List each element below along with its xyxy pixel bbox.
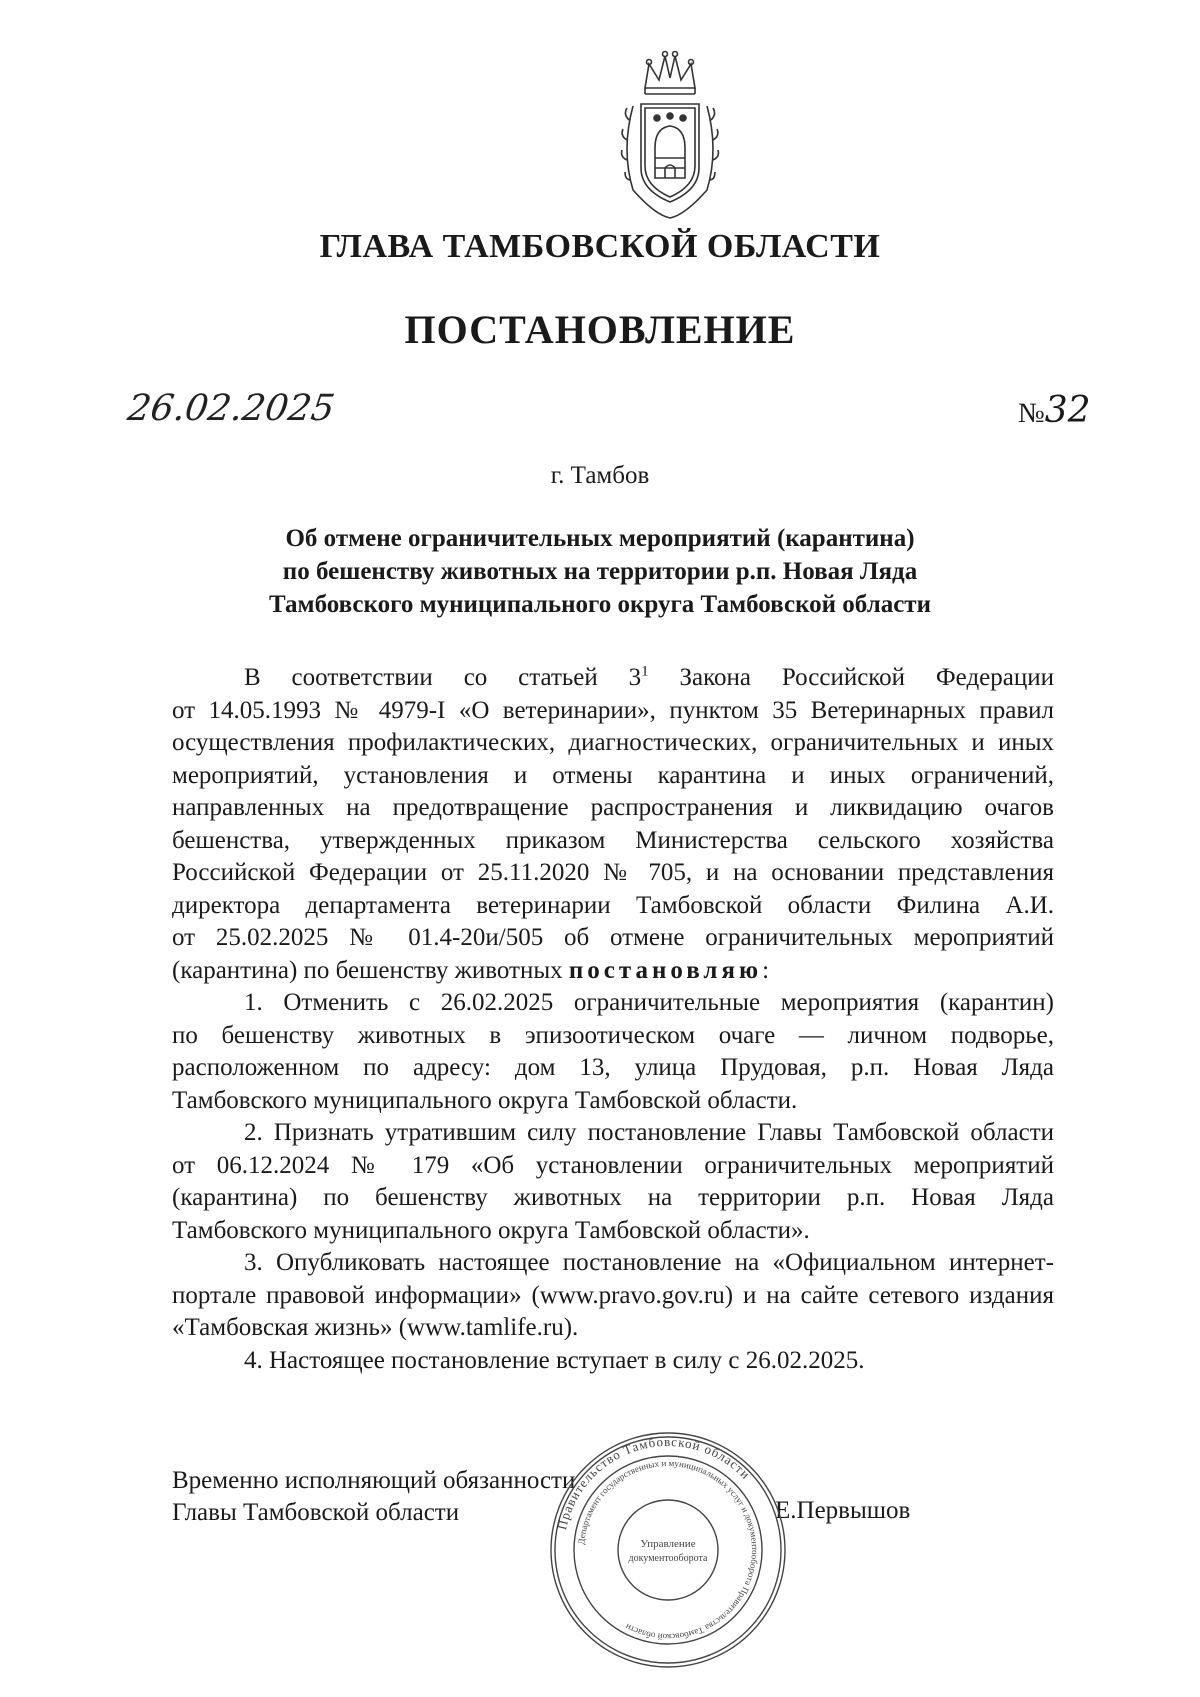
number-label: № (1018, 398, 1045, 429)
body-line: 1. Отменить с 26.02.2025 ограничительные мероприятия (карантин) (244, 989, 1054, 1016)
resolution-word: постановляю (568, 956, 763, 984)
body-line: директора департамента ветеринарии Тамбовской области Филина А.И. (172, 891, 1054, 919)
body-text-fragment: (карантина) по бешенству животных (172, 956, 569, 984)
org-title: ГЛАВА ТАМБОВСКОЙ ОБЛАСТИ (319, 228, 881, 265)
body-text-fragment: В соответствии со статьей 3 (244, 664, 642, 691)
body-line (172, 955, 1054, 988)
body-line: по бешенству животных в эпизоотическом очаге — личном подворье, (172, 1021, 1054, 1049)
body-line: 3. Опубликовать настоящее постановление на «Официальном интернет- (244, 1249, 1054, 1276)
document-body (172, 662, 1054, 1377)
body-line: 2. Признать утратившим силу постановление Главы Тамбовской области (244, 1119, 1054, 1146)
body-line (172, 662, 1054, 695)
official-stamp (548, 1430, 788, 1670)
signatory-position (172, 1465, 575, 1529)
body-text-fragment: Закона Российской Федерации (648, 664, 1055, 691)
body-line: мероприятий, установления и отмены карантина и иных ограничений, (172, 761, 1054, 789)
position-line: Главы Тамбовской области (172, 1499, 460, 1526)
body-line: портале правовой информации» (www.pravo.gov.ru) и на сайте сетевого издания (172, 1281, 1054, 1309)
body-line: направленных на предотвращение распространения и ликвидацию очагов (172, 794, 1054, 821)
body-line: от 06.12.2024 № 179 «Об установлении ограничительных мероприятий (172, 1151, 1054, 1179)
body-line: Российской Федерации от 25.11.2020 № 705, и на основании представления (172, 859, 1054, 886)
body-line: «Тамбовская жизнь» (www.tamlife.ru). (172, 1314, 579, 1341)
body-line: Тамбовского муниципального округа Тамбовской области». (172, 1216, 810, 1244)
body-line: бешенства, утвержденных приказом Министерства сельского хозяйства (172, 826, 1054, 854)
number-value: 32 (1044, 390, 1091, 431)
body-line: осуществления профилактических, диагностических, ограничительных и иных (172, 729, 1054, 756)
document-number (1018, 390, 1091, 431)
body-line: Тамбовского муниципального округа Тамбовской области. (172, 1086, 798, 1114)
position-line: Временно исполняющий обязанности (172, 1467, 576, 1494)
document-type-title: ПОСТАНОВЛЕНИЕ (404, 307, 796, 352)
coat-of-arms-icon (615, 50, 725, 220)
body-line: от 25.02.2025 № 01.4-20и/505 об отмене ограничительных мероприятий (172, 924, 1054, 951)
body-text-fragment: : (762, 956, 770, 984)
subject-line: Об отмене ограничительных мероприятий (карантина) (285, 525, 915, 552)
subject-line: Тамбовского муниципального округа Тамбовской области (268, 591, 931, 618)
signatory-name: Е.Первышов (775, 1497, 911, 1524)
stamp-center-line: документооборота (628, 1553, 708, 1564)
body-line: от 14.05.1993 № 4979-I «О ветеринарии», пунктом 35 Ветеринарных правил (172, 696, 1054, 724)
body-line: расположенном по адресу: дом 13, улица Прудовая, р.п. Новая Ляда (172, 1054, 1054, 1081)
stamp-outer-text: Правительство Тамбовской области (554, 1433, 754, 1532)
stamp-middle-text: Департамент государственных и муниципальных услуг и документооборота Правительства Тамбовской области (576, 1457, 761, 1643)
superscript: 1 (641, 663, 649, 680)
stamp-center-line: Управление (640, 1538, 696, 1550)
body-line: 4. Настоящее постановление вступает в силу с 26.02.2025. (244, 1346, 865, 1374)
city-line: г. Тамбов (550, 462, 650, 489)
body-line: (карантина) по бешенству животных на территории р.п. Новая Ляда (172, 1184, 1054, 1211)
subject-line: по бешенству животных на территории р.п. Новая Ляда (282, 558, 918, 585)
document-date: 26.02.2025 (125, 388, 338, 429)
document-subject (150, 522, 1050, 621)
